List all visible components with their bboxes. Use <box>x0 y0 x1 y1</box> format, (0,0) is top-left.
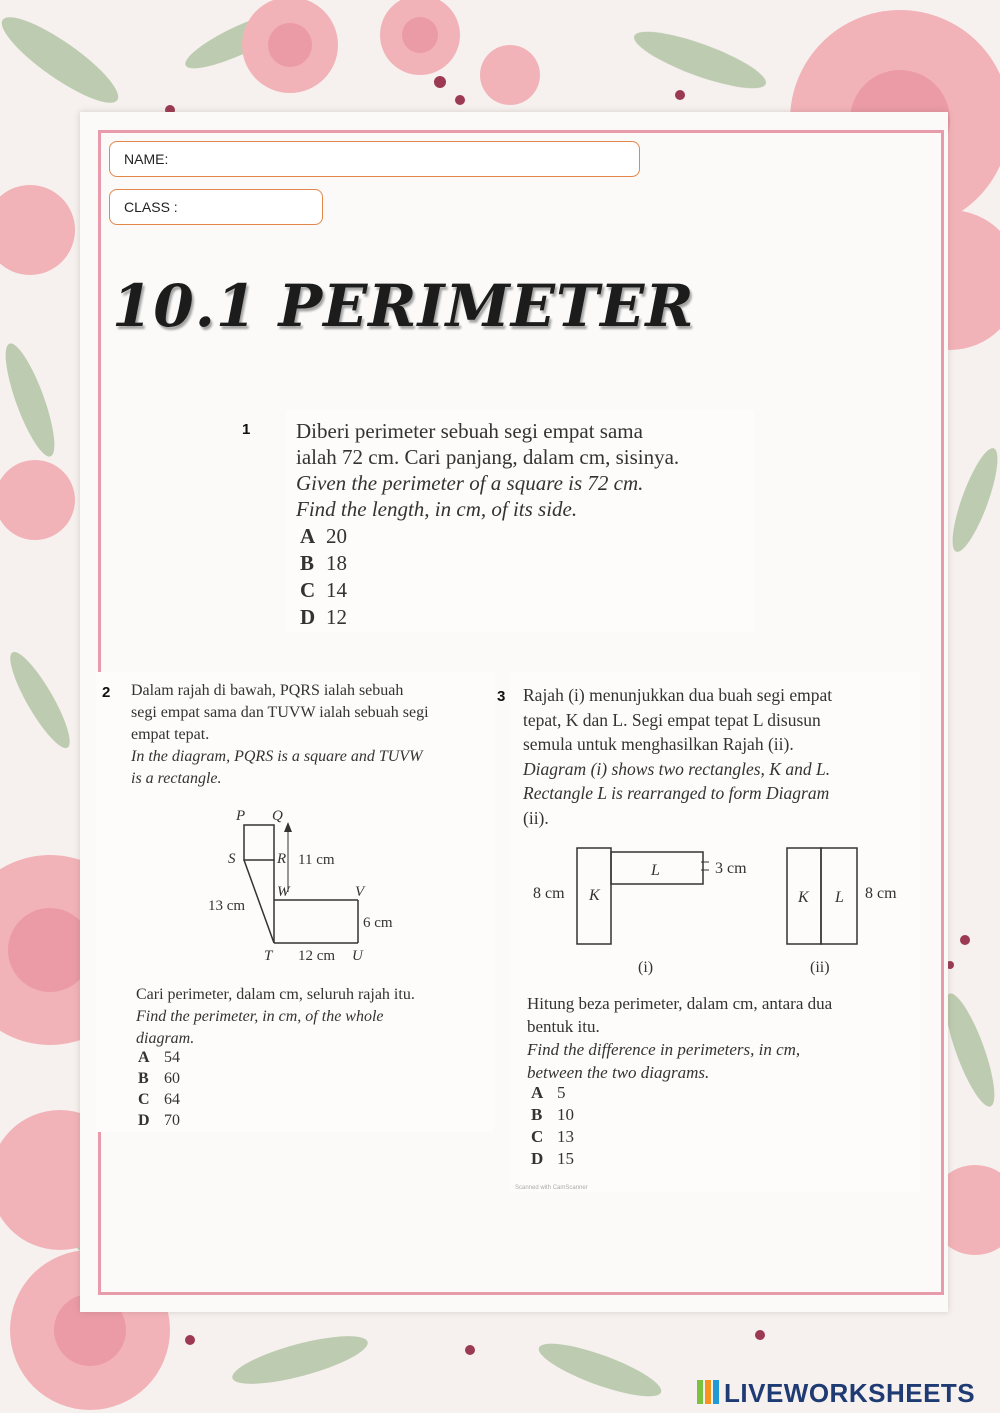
label-l-i: L <box>651 862 660 879</box>
label-q: Q <box>272 808 283 824</box>
question-2-diagram <box>200 800 420 970</box>
question-3-ask <box>527 992 832 1084</box>
question-2-text <box>131 680 429 790</box>
name-label: NAME: <box>124 151 169 167</box>
length-8-ii: 8 cm <box>865 885 897 902</box>
q2-ask-line: Find the perimeter, in cm, of the whole <box>136 1008 384 1025</box>
q1-option-a[interactable]: A 20 <box>300 524 347 548</box>
q3-line: semula untuk menghasilkan Rajah (ii). <box>523 734 794 754</box>
label-l-ii: L <box>835 889 844 906</box>
q3-option-a[interactable]: A 5 <box>531 1083 566 1102</box>
q1-option-b[interactable]: B 18 <box>300 551 347 575</box>
liveworksheets-logo-icon <box>697 1380 719 1404</box>
question-2-options <box>138 1047 180 1131</box>
length-6: 6 cm <box>363 915 393 931</box>
label-v: V <box>355 884 365 900</box>
question-1-text <box>296 418 679 522</box>
q3-ask-line: bentuk itu. <box>527 1017 600 1036</box>
q2-option-b[interactable]: B 60 <box>138 1070 180 1087</box>
q2-line: empat tepat. <box>131 726 210 743</box>
q2-option-a[interactable]: A 54 <box>138 1049 180 1066</box>
label-k-i: K <box>589 887 600 904</box>
q2-line: segi empat sama dan TUVW ialah sebuah segi <box>131 704 429 721</box>
label-w: W <box>277 884 290 900</box>
question-1-number: 1 <box>242 421 251 438</box>
name-field[interactable] <box>109 141 640 177</box>
label-r: R <box>277 851 287 867</box>
question-3-options <box>531 1082 574 1170</box>
q3-option-b[interactable]: B 10 <box>531 1105 574 1124</box>
label-s: S <box>228 851 236 867</box>
slanted-side <box>244 860 274 943</box>
question-2-number: 2 <box>102 684 111 701</box>
question-3-number: 3 <box>497 688 506 705</box>
square-pqrs <box>244 825 274 860</box>
q2-ask-line: Cari perimeter, dalam cm, seluruh rajah itu. <box>136 986 415 1003</box>
label-t: T <box>264 948 273 964</box>
label-u: U <box>352 948 363 964</box>
q3-option-c[interactable]: C 13 <box>531 1127 574 1146</box>
q2-option-c[interactable]: C 64 <box>138 1091 180 1108</box>
q2-line: Dalam rajah di bawah, PQRS ialah sebuah <box>131 682 404 699</box>
q3-line: Rectangle L is rearranged to form Diagram <box>523 783 830 803</box>
question-2-ask <box>136 984 415 1050</box>
liveworksheets-brand: LIVEWORKSHEETS <box>724 1378 976 1408</box>
q1-option-d[interactable]: D 12 <box>300 605 347 629</box>
q1-line: Diberi perimeter sebuah segi empat sama <box>296 419 643 443</box>
q1-option-c[interactable]: C 14 <box>300 578 347 602</box>
length-13: 13 cm <box>208 898 246 914</box>
q3-ask-line: Find the difference in perimeters, in cm, <box>527 1040 801 1059</box>
q3-ask-line: Hitung beza perimeter, dalam cm, antara dua <box>527 994 833 1013</box>
q2-option-d[interactable]: D 70 <box>138 1112 180 1129</box>
q3-ask-line: between the two diagrams. <box>527 1063 710 1082</box>
page-title: 10.1 PERIMETER <box>112 272 695 340</box>
q2-ask-line: diagram. <box>136 1030 195 1047</box>
label-k-ii: K <box>798 889 809 906</box>
q2-line: is a rectangle. <box>131 770 222 787</box>
question-1-options <box>300 523 347 631</box>
caption-ii: (ii) <box>810 959 830 976</box>
q1-line: Given the perimeter of a square is 72 cm. <box>296 471 644 495</box>
q3-line: (ii). <box>523 807 549 828</box>
length-3: 3 cm <box>715 860 747 877</box>
q3-line: Rajah (i) menunjukkan dua buah segi empat <box>523 685 833 705</box>
q1-line: ialah 72 cm. Cari panjang, dalam cm, sisinya. <box>296 445 680 469</box>
length-11: 11 cm <box>298 852 335 868</box>
scan-tag: Scanned with CamScanner <box>515 1185 588 1191</box>
question-3-diagram <box>525 840 920 980</box>
q3-line: Diagram (i) shows two rectangles, K and L. <box>523 758 831 779</box>
q3-option-d[interactable]: D 15 <box>531 1149 574 1168</box>
length-8-i: 8 cm <box>533 885 565 902</box>
class-label: CLASS : <box>124 199 178 215</box>
label-p: P <box>236 808 246 824</box>
question-3-text <box>523 683 832 830</box>
class-field[interactable] <box>109 189 323 225</box>
caption-i: (i) <box>638 959 654 976</box>
length-12: 12 cm <box>298 948 336 964</box>
q3-line: tepat, K dan L. Segi empat tepat L disusun <box>523 709 821 730</box>
q1-line: Find the length, in cm, of its side. <box>296 497 578 521</box>
q2-line: In the diagram, PQRS is a square and TUVW <box>131 748 423 765</box>
